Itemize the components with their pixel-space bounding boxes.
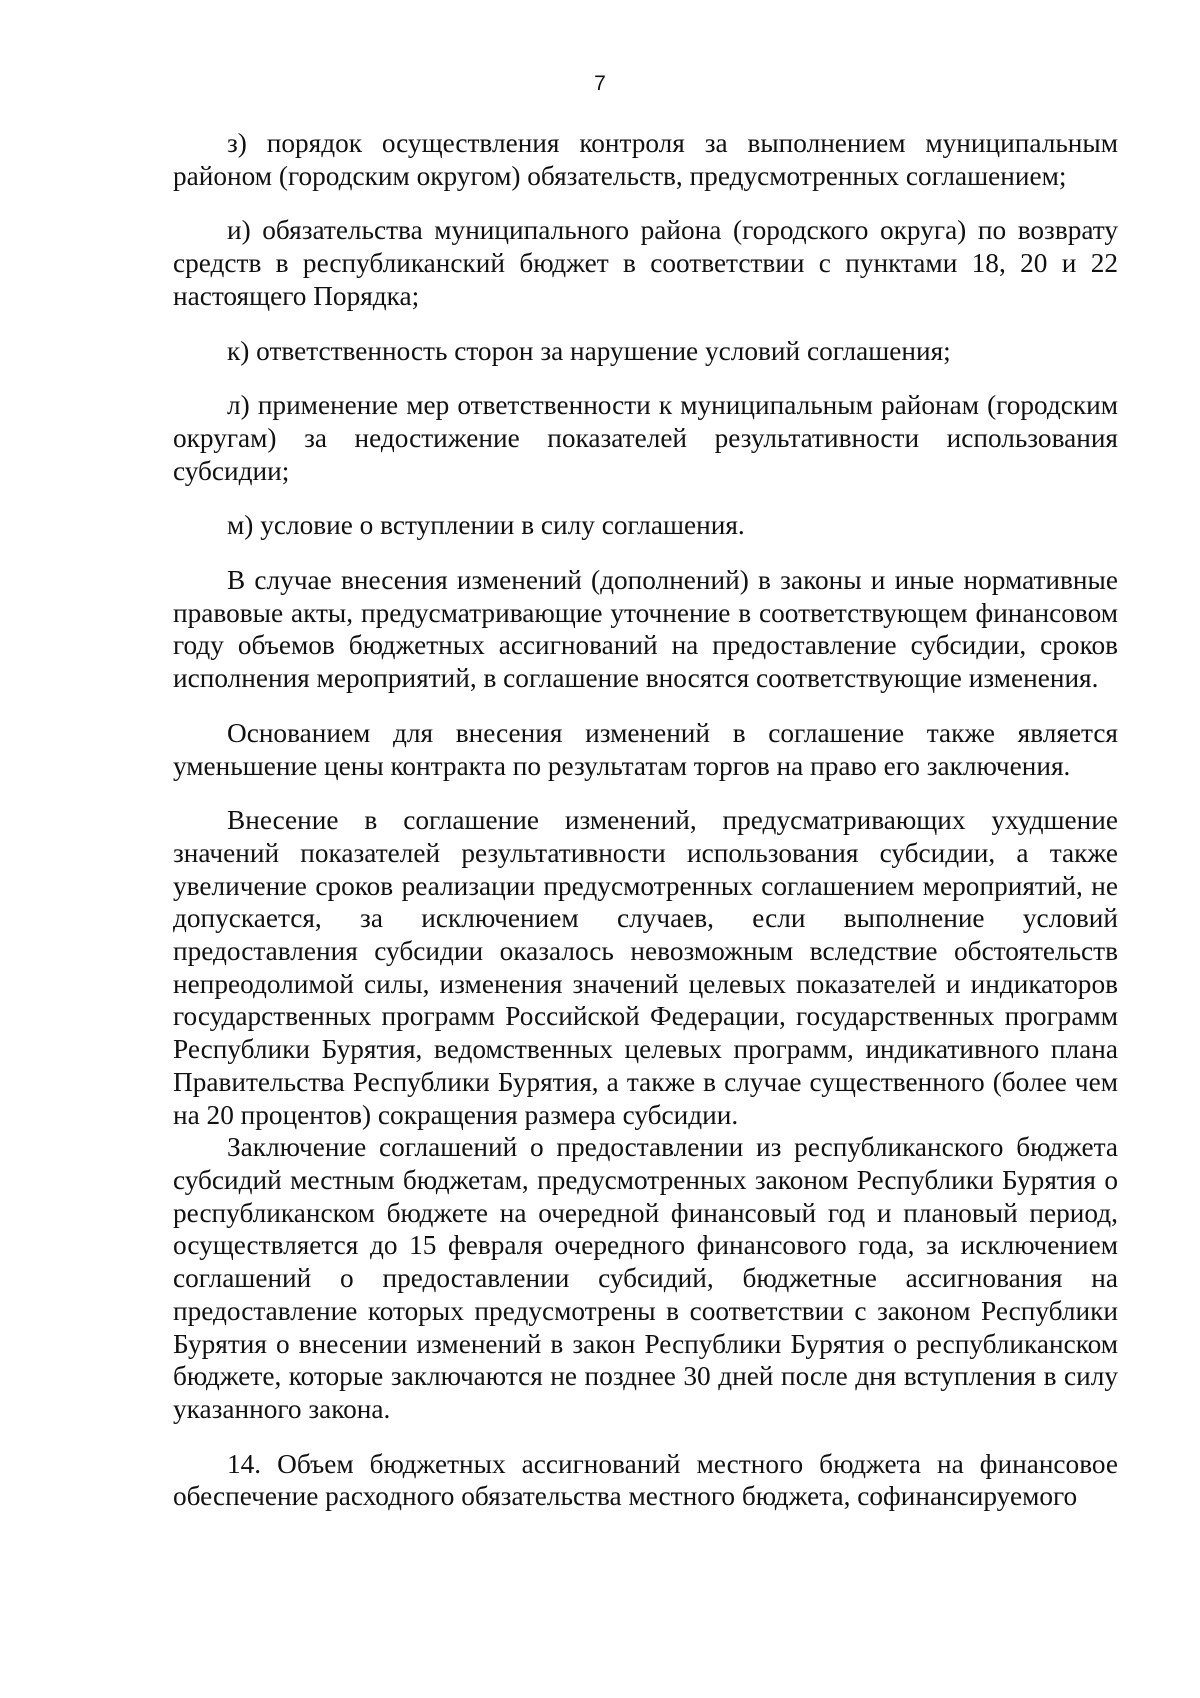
paragraph-changes-laws: В случае внесения изменений (дополнений) в законы и иные нормативные правовые акты, предусматривающие уточнение в соответствующем финансовом году объемов бюджетных ассигнований на предоставление субсидии, сроков исполнения мероприятий, в соглашение вносятся соответствующие изменения. — [173, 565, 1118, 694]
paragraph-worsening-indicators: Внесение в соглашение изменений, предусматривающих ухудшение значений показателей результативности использования субсидии, а также увеличение сроков реализации предусмотренных соглашением мероприятий, не допускается, за исключением случаев, если выполнение условий предоставления субсидии оказалось невозможным вследствие обстоятельств непреодолимой силы, изменения значений целевых показателей и индикаторов государственных программ Российской Федерации, государственных программ Республики Бурятия, ведомственных целевых программ, индикативного плана Правительства Республики Бурятия, а также в случае существенного (более чем на 20 процентов) сокращения размера субсидии. — [173, 805, 1118, 1130]
paragraph-l: л) применение мер ответственности к муниципальным районам (городским округам) за недостижение показателей результативности использования субсидии; — [173, 390, 1118, 486]
paragraph-m: м) условие о вступлении в силу соглашения. — [227, 510, 745, 541]
paragraph-i: и) обязательства муниципального района (городского округа) по возврату средств в республиканский бюджет в соответствии с пунктами 18, 20 и 22 настоящего Порядка; — [173, 215, 1118, 311]
paragraph-z: з) порядок осуществления контроля за выполнением муниципальным районом (городским округом) обязательств, предусмотренных соглашением; — [173, 128, 1118, 191]
paragraph-k: к) ответственность сторон за нарушение условий соглашения; — [227, 335, 951, 366]
paragraph-agreement-deadline: Заключение соглашений о предоставлении из республиканского бюджета субсидий местным бюджетам, предусмотренных законом Республики Бурятия о республиканском бюджете на очередной финансовый год и плановый период, осуществляется до 15 февраля очередного финансового года, за исключением соглашений о предоставлении субсидий, бюджетные ассигнования на предоставление которых предусмотрены в соответствии с законом Республики Бурятия о внесении изменений в закон Республики Бурятия о республиканском бюджете, которые заключаются не позднее 30 дней после дня вступления в силу указанного закона. — [173, 1132, 1118, 1424]
paragraph-contract-price: Основанием для внесения изменений в соглашение также является уменьшение цены контракта по результатам торгов на право его заключения. — [173, 717, 1118, 781]
page-number: 7 — [594, 72, 606, 95]
paragraph-14: 14. Объем бюджетных ассигнований местного бюджета на финансовое обеспечение расходного обязательства местного бюджета, софинансируемого — [173, 1448, 1118, 1512]
document-body — [173, 127, 1118, 1535]
